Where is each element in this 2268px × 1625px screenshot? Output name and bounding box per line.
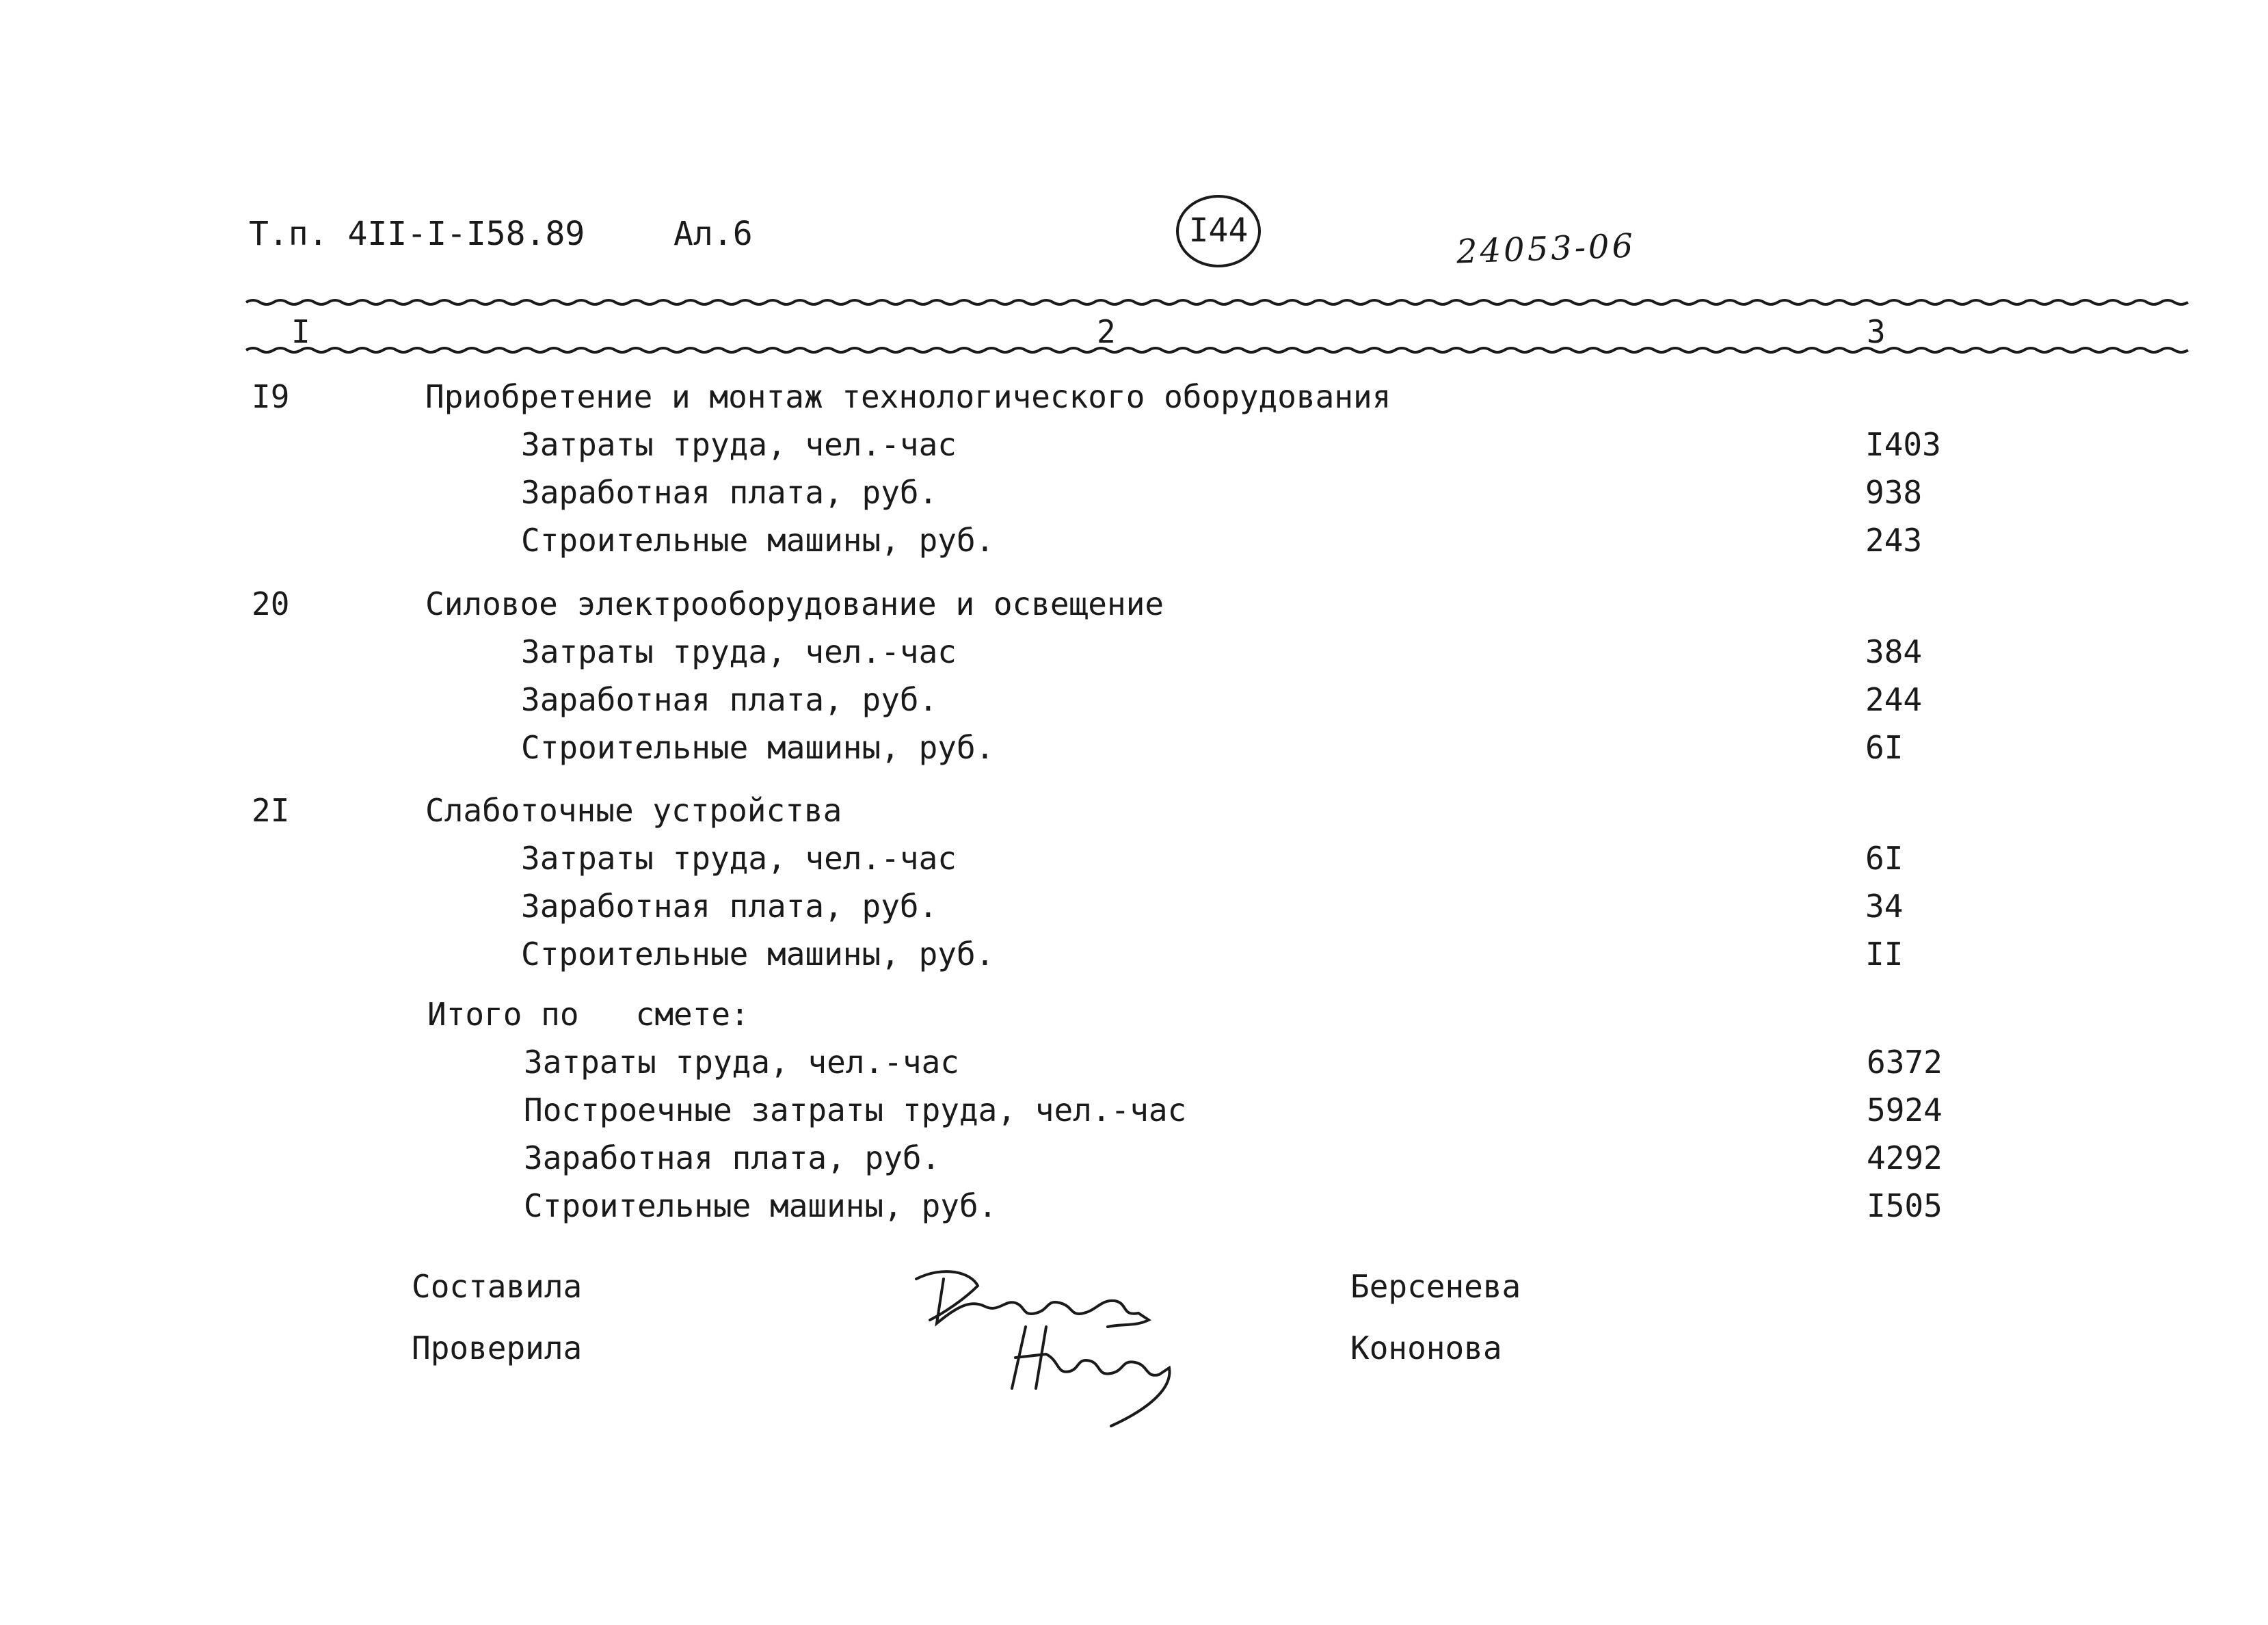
total-row-value: I505 [1867,1187,1943,1224]
total-row-value: 4292 [1867,1139,1943,1176]
signature-checked-handwriting [998,1313,1190,1429]
sheet-label: Ал.6 [673,215,753,253]
total-row-label: Заработная плата, руб. [524,1139,941,1176]
total-row-label: Строительные машины, руб. [524,1187,998,1224]
row-label: Затраты труда, чел.-час [521,840,957,877]
section-title: Слаботочные устройства [425,792,842,829]
signature-name-compiled: Берсенева [1350,1268,1521,1305]
total-row-label: Построечные затраты труда, чел.-час [524,1092,1187,1128]
document-reference: Т.п. 4II-I-I58.89 [249,215,585,253]
row-value: 244 [1865,681,1923,718]
row-value: 6I [1865,729,1904,766]
section-title: Силовое электрооборудование и освещение [425,585,1164,622]
row-label: Затраты труда, чел.-час [521,633,957,670]
column-header-2: 2 [1097,313,1116,350]
page-number-circle [1176,195,1261,267]
row-value: 243 [1865,522,1923,559]
total-row-label: Затраты труда, чел.-час [524,1044,959,1081]
row-label: Заработная плата, руб. [521,474,938,511]
signature-name-checked: Кононова [1350,1330,1502,1366]
page-number: I44 [1188,211,1249,250]
row-label: Заработная плата, руб. [521,681,938,718]
signature-role-compiled: Составила [412,1268,583,1305]
row-label: Заработная плата, руб. [521,888,938,925]
column-header-3: 3 [1867,313,1886,350]
total-row-value: 6372 [1867,1044,1943,1081]
row-value: II [1865,936,1904,973]
row-label: Затраты труда, чел.-час [521,426,957,463]
section-number: 2I [252,792,290,829]
row-value: 938 [1865,474,1923,511]
row-value: 34 [1865,888,1904,925]
row-value: I403 [1865,426,1941,463]
column-header-1: I [291,313,310,350]
row-value: 384 [1865,633,1923,670]
total-row-value: 5924 [1867,1092,1943,1128]
section-title: Приобретение и монтаж технологического оборудования [425,378,1391,415]
row-label: Строительные машины, руб. [521,729,995,766]
header-rule-top [246,295,2188,309]
row-label: Строительные машины, руб. [521,936,995,973]
archive-number: 24053-06 [1456,226,1636,272]
header-rule-bottom [246,343,2188,357]
section-number: 20 [252,585,290,622]
row-label: Строительные машины, руб. [521,522,995,559]
row-value: 6I [1865,840,1904,877]
section-number: I9 [252,378,290,415]
total-title: Итого по смете: [427,996,749,1033]
signature-role-checked: Проверила [412,1330,583,1366]
